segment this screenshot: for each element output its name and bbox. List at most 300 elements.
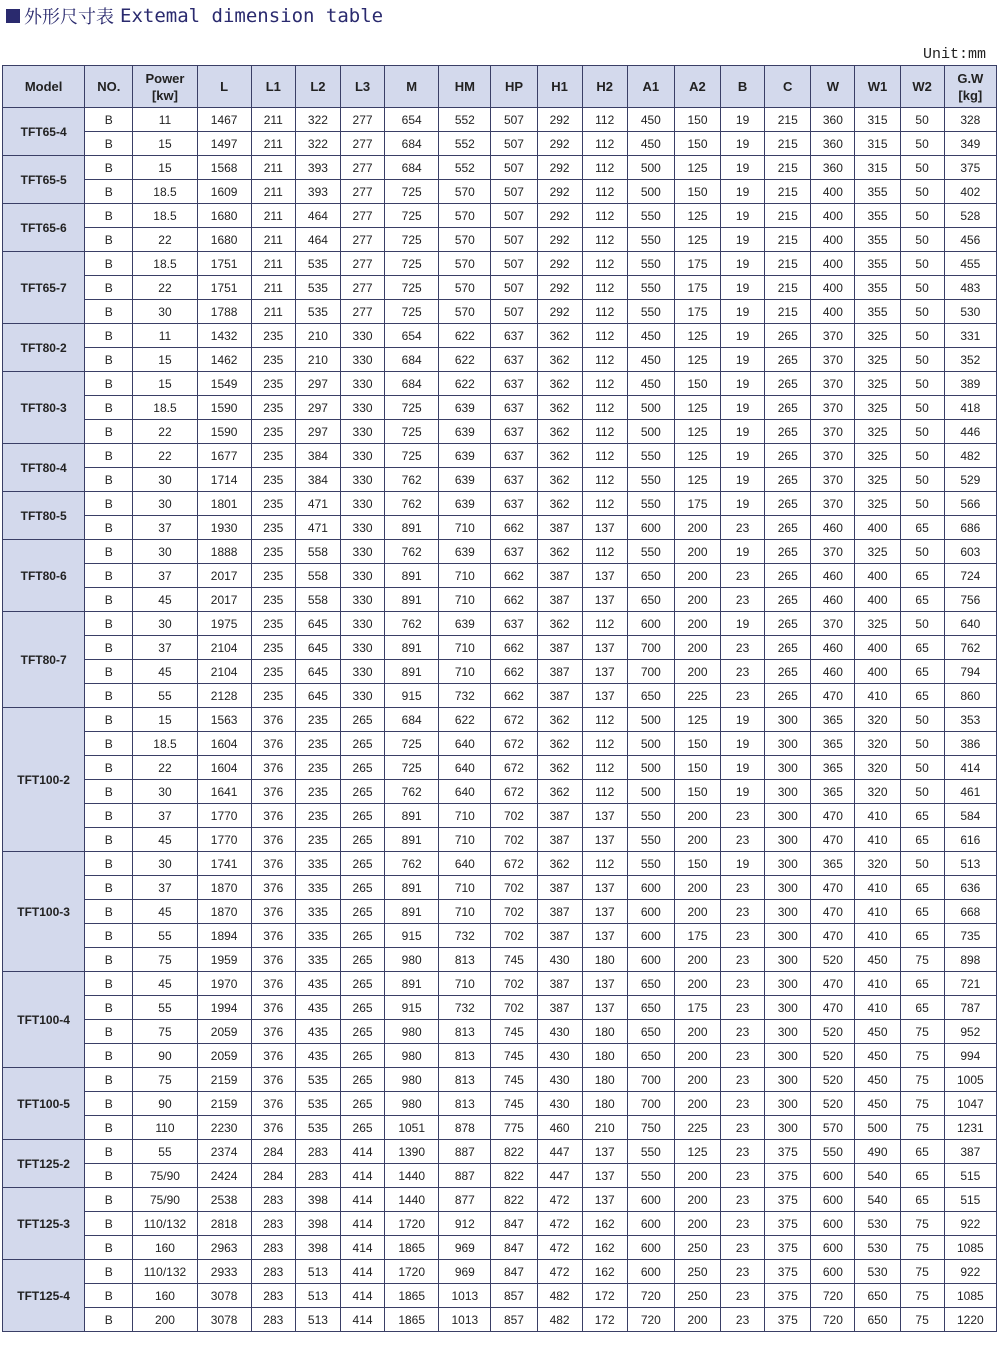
table-cell: 482 bbox=[944, 444, 996, 468]
table-cell: 112 bbox=[582, 396, 627, 420]
table-cell: 387 bbox=[537, 972, 582, 996]
table-cell: 513 bbox=[295, 1284, 340, 1308]
table-cell: 112 bbox=[582, 180, 627, 204]
table-row bbox=[3, 660, 997, 684]
table-cell: 387 bbox=[537, 828, 582, 852]
table-cell: 450 bbox=[627, 348, 674, 372]
table-cell: 550 bbox=[627, 228, 674, 252]
table-cell: 265 bbox=[765, 684, 811, 708]
table-cell: 137 bbox=[582, 564, 627, 588]
table-row bbox=[3, 1140, 997, 1164]
table-cell: 335 bbox=[295, 924, 340, 948]
table-cell: 19 bbox=[721, 780, 765, 804]
table-cell: 922 bbox=[944, 1212, 996, 1236]
table-cell: B bbox=[85, 612, 133, 636]
table-cell: 1930 bbox=[197, 516, 251, 540]
table-cell: 915 bbox=[385, 924, 439, 948]
table-cell: 125 bbox=[674, 708, 720, 732]
table-cell: 365 bbox=[811, 732, 855, 756]
table-cell: 235 bbox=[251, 684, 295, 708]
table-cell: 550 bbox=[627, 252, 674, 276]
table-cell: 570 bbox=[439, 300, 491, 324]
table-cell: 65 bbox=[900, 972, 944, 996]
table-cell: 211 bbox=[251, 108, 295, 132]
table-cell: 362 bbox=[537, 612, 582, 636]
table-cell: 325 bbox=[855, 396, 900, 420]
table-cell: 19 bbox=[721, 348, 765, 372]
table-cell: 1680 bbox=[197, 204, 251, 228]
table-cell: 570 bbox=[439, 252, 491, 276]
table-cell: 235 bbox=[251, 396, 295, 420]
table-cell: 365 bbox=[811, 852, 855, 876]
table-cell: 672 bbox=[491, 708, 537, 732]
table-cell: 725 bbox=[385, 180, 439, 204]
table-cell: B bbox=[85, 1188, 133, 1212]
table-cell: 387 bbox=[537, 684, 582, 708]
table-cell: 23 bbox=[721, 1044, 765, 1068]
model-cell: TFT80-3 bbox=[3, 372, 85, 444]
table-cell: 75 bbox=[133, 948, 197, 972]
table-cell: 65 bbox=[900, 900, 944, 924]
table-cell: 162 bbox=[582, 1260, 627, 1284]
table-cell: 265 bbox=[340, 900, 384, 924]
model-cell: TFT125-2 bbox=[3, 1140, 85, 1188]
table-cell: 23 bbox=[721, 1068, 765, 1092]
table-cell: 330 bbox=[340, 660, 384, 684]
table-cell: 402 bbox=[944, 180, 996, 204]
table-cell: 160 bbox=[133, 1284, 197, 1308]
table-cell: 725 bbox=[385, 756, 439, 780]
table-cell: 300 bbox=[765, 1020, 811, 1044]
table-cell: 645 bbox=[295, 660, 340, 684]
table-cell: 18.5 bbox=[133, 204, 197, 228]
table-cell: 211 bbox=[251, 276, 295, 300]
table-cell: 637 bbox=[491, 372, 537, 396]
table-cell: 460 bbox=[811, 564, 855, 588]
table-cell: 1994 bbox=[197, 996, 251, 1020]
table-cell: B bbox=[85, 948, 133, 972]
table-cell: 360 bbox=[811, 108, 855, 132]
table-row bbox=[3, 300, 997, 324]
table-cell: 37 bbox=[133, 636, 197, 660]
table-cell: 1604 bbox=[197, 756, 251, 780]
table-cell: 265 bbox=[765, 420, 811, 444]
table-cell: 75 bbox=[900, 1092, 944, 1116]
table-cell: B bbox=[85, 972, 133, 996]
table-cell: 400 bbox=[855, 516, 900, 540]
table-cell: 137 bbox=[582, 996, 627, 1020]
table-cell: 762 bbox=[385, 468, 439, 492]
table-cell: 137 bbox=[582, 1140, 627, 1164]
table-cell: 1005 bbox=[944, 1068, 996, 1092]
table-cell: 175 bbox=[674, 492, 720, 516]
table-cell: 387 bbox=[537, 996, 582, 1020]
table-cell: 200 bbox=[674, 1212, 720, 1236]
table-cell: 600 bbox=[811, 1164, 855, 1188]
table-cell: 45 bbox=[133, 828, 197, 852]
table-cell: B bbox=[85, 1236, 133, 1260]
table-cell: 330 bbox=[340, 588, 384, 612]
table-cell: B bbox=[85, 900, 133, 924]
table-cell: 19 bbox=[721, 852, 765, 876]
table-cell: 672 bbox=[491, 756, 537, 780]
table-cell: 137 bbox=[582, 1188, 627, 1212]
column-header: M bbox=[385, 66, 439, 108]
table-cell: 315 bbox=[855, 132, 900, 156]
table-cell: 265 bbox=[340, 996, 384, 1020]
table-cell: 265 bbox=[765, 516, 811, 540]
table-cell: 19 bbox=[721, 108, 765, 132]
table-cell: B bbox=[85, 300, 133, 324]
table-cell: 300 bbox=[765, 900, 811, 924]
table-cell: 300 bbox=[765, 780, 811, 804]
table-cell: 265 bbox=[340, 1092, 384, 1116]
table-cell: 414 bbox=[340, 1212, 384, 1236]
column-header: H2 bbox=[582, 66, 627, 108]
table-cell: 112 bbox=[582, 108, 627, 132]
table-cell: 11 bbox=[133, 324, 197, 348]
table-cell: 847 bbox=[491, 1260, 537, 1284]
table-cell: 265 bbox=[340, 1068, 384, 1092]
table-cell: 500 bbox=[627, 732, 674, 756]
table-cell: 376 bbox=[251, 852, 295, 876]
table-cell: 277 bbox=[340, 300, 384, 324]
table-row bbox=[3, 900, 997, 924]
table-row bbox=[3, 228, 997, 252]
table-cell: 622 bbox=[439, 372, 491, 396]
table-cell: 662 bbox=[491, 516, 537, 540]
table-cell: 277 bbox=[340, 156, 384, 180]
table-cell: 370 bbox=[811, 540, 855, 564]
table-cell: 410 bbox=[855, 804, 900, 828]
table-cell: 891 bbox=[385, 828, 439, 852]
table-cell: 112 bbox=[582, 132, 627, 156]
table-cell: 23 bbox=[721, 1284, 765, 1308]
table-row bbox=[3, 420, 997, 444]
table-cell: 112 bbox=[582, 540, 627, 564]
table-cell: 550 bbox=[627, 804, 674, 828]
table-cell: 362 bbox=[537, 732, 582, 756]
table-cell: 362 bbox=[537, 396, 582, 420]
table-cell: 430 bbox=[537, 1020, 582, 1044]
table-cell: 265 bbox=[340, 1116, 384, 1140]
table-cell: 645 bbox=[295, 684, 340, 708]
table-cell: 410 bbox=[855, 876, 900, 900]
table-cell: 400 bbox=[855, 588, 900, 612]
table-cell: 19 bbox=[721, 228, 765, 252]
table-cell: B bbox=[85, 1284, 133, 1308]
table-cell: 724 bbox=[944, 564, 996, 588]
table-cell: 90 bbox=[133, 1044, 197, 1068]
table-cell: 50 bbox=[900, 780, 944, 804]
table-cell: 23 bbox=[721, 1308, 765, 1332]
table-cell: 637 bbox=[491, 468, 537, 492]
table-cell: 386 bbox=[944, 732, 996, 756]
table-cell: 482 bbox=[537, 1284, 582, 1308]
table-cell: 2159 bbox=[197, 1068, 251, 1092]
table-cell: 375 bbox=[765, 1164, 811, 1188]
table-cell: 435 bbox=[295, 972, 340, 996]
table-cell: B bbox=[85, 564, 133, 588]
table-cell: 435 bbox=[295, 1020, 340, 1044]
table-cell: 292 bbox=[537, 156, 582, 180]
table-cell: 50 bbox=[900, 132, 944, 156]
table-cell: 23 bbox=[721, 1092, 765, 1116]
table-cell: 137 bbox=[582, 876, 627, 900]
table-cell: 710 bbox=[439, 588, 491, 612]
table-cell: 265 bbox=[765, 612, 811, 636]
table-cell: 19 bbox=[721, 756, 765, 780]
table-cell: 507 bbox=[491, 132, 537, 156]
table-cell: 813 bbox=[439, 1068, 491, 1092]
table-cell: B bbox=[85, 876, 133, 900]
table-cell: 300 bbox=[765, 1116, 811, 1140]
table-cell: 414 bbox=[340, 1164, 384, 1188]
table-cell: B bbox=[85, 1212, 133, 1236]
table-cell: 300 bbox=[765, 1044, 811, 1068]
table-cell: 550 bbox=[811, 1140, 855, 1164]
table-cell: 211 bbox=[251, 204, 295, 228]
table-cell: 277 bbox=[340, 180, 384, 204]
table-cell: 292 bbox=[537, 228, 582, 252]
table-cell: 330 bbox=[340, 468, 384, 492]
table-row bbox=[3, 468, 997, 492]
table-cell: 50 bbox=[900, 252, 944, 276]
table-cell: 180 bbox=[582, 1068, 627, 1092]
table-cell: 45 bbox=[133, 660, 197, 684]
table-cell: 376 bbox=[251, 804, 295, 828]
table-cell: 22 bbox=[133, 228, 197, 252]
table-cell: 180 bbox=[582, 948, 627, 972]
table-cell: 23 bbox=[721, 1188, 765, 1212]
table-cell: 50 bbox=[900, 180, 944, 204]
table-cell: B bbox=[85, 540, 133, 564]
table-cell: 1970 bbox=[197, 972, 251, 996]
table-cell: 50 bbox=[900, 444, 944, 468]
table-cell: 235 bbox=[251, 516, 295, 540]
table-cell: 225 bbox=[674, 1116, 720, 1140]
table-cell: 75 bbox=[900, 1284, 944, 1308]
table-row bbox=[3, 1236, 997, 1260]
table-cell: 292 bbox=[537, 276, 582, 300]
table-cell: 215 bbox=[765, 108, 811, 132]
table-cell: 320 bbox=[855, 780, 900, 804]
table-cell: 762 bbox=[385, 492, 439, 516]
table-cell: 235 bbox=[251, 468, 295, 492]
table-cell: 762 bbox=[944, 636, 996, 660]
table-cell: 745 bbox=[491, 1044, 537, 1068]
model-cell: TFT80-7 bbox=[3, 612, 85, 708]
table-cell: 172 bbox=[582, 1308, 627, 1332]
table-cell: 650 bbox=[627, 588, 674, 612]
table-cell: 325 bbox=[855, 492, 900, 516]
square-bullet-icon bbox=[6, 9, 20, 23]
table-cell: 622 bbox=[439, 324, 491, 348]
table-cell: B bbox=[85, 252, 133, 276]
table-cell: B bbox=[85, 276, 133, 300]
table-cell: 472 bbox=[537, 1236, 582, 1260]
table-cell: 30 bbox=[133, 300, 197, 324]
table-cell: 375 bbox=[765, 1236, 811, 1260]
table-cell: 355 bbox=[855, 204, 900, 228]
table-cell: 891 bbox=[385, 588, 439, 612]
table-cell: 470 bbox=[811, 684, 855, 708]
table-cell: 1865 bbox=[385, 1308, 439, 1332]
table-cell: 23 bbox=[721, 996, 765, 1020]
table-cell: 200 bbox=[674, 1068, 720, 1092]
table-cell: 297 bbox=[295, 396, 340, 420]
table-cell: 283 bbox=[295, 1140, 340, 1164]
table-row bbox=[3, 636, 997, 660]
table-cell: 330 bbox=[340, 492, 384, 516]
table-cell: 265 bbox=[765, 660, 811, 684]
table-cell: 23 bbox=[721, 1260, 765, 1284]
table-cell: 50 bbox=[900, 612, 944, 636]
table-cell: 19 bbox=[721, 492, 765, 516]
table-cell: B bbox=[85, 1020, 133, 1044]
table-row bbox=[3, 324, 997, 348]
table-cell: 645 bbox=[295, 636, 340, 660]
table-cell: 19 bbox=[721, 396, 765, 420]
table-cell: 137 bbox=[582, 900, 627, 924]
table-cell: 265 bbox=[765, 564, 811, 588]
table-cell: 235 bbox=[251, 612, 295, 636]
table-cell: 600 bbox=[627, 924, 674, 948]
table-cell: 813 bbox=[439, 1092, 491, 1116]
table-cell: 775 bbox=[491, 1116, 537, 1140]
table-cell: 745 bbox=[491, 1092, 537, 1116]
table-cell: 725 bbox=[385, 276, 439, 300]
table-cell: 200 bbox=[674, 1044, 720, 1068]
table-cell: 330 bbox=[340, 372, 384, 396]
table-cell: 250 bbox=[674, 1284, 720, 1308]
table-cell: 370 bbox=[811, 468, 855, 492]
table-cell: 460 bbox=[811, 588, 855, 612]
table-row bbox=[3, 348, 997, 372]
column-header: L1 bbox=[251, 66, 295, 108]
table-cell: 637 bbox=[491, 444, 537, 468]
table-cell: 23 bbox=[721, 516, 765, 540]
table-cell: 762 bbox=[385, 612, 439, 636]
column-header: C bbox=[765, 66, 811, 108]
column-header: W bbox=[811, 66, 855, 108]
model-cell: TFT100-5 bbox=[3, 1068, 85, 1140]
model-cell: TFT65-5 bbox=[3, 156, 85, 204]
table-cell: 447 bbox=[537, 1164, 582, 1188]
table-cell: 150 bbox=[674, 780, 720, 804]
table-cell: 600 bbox=[627, 612, 674, 636]
table-cell: 507 bbox=[491, 108, 537, 132]
table-cell: 23 bbox=[721, 1164, 765, 1188]
table-cell: 887 bbox=[439, 1140, 491, 1164]
table-cell: 570 bbox=[439, 228, 491, 252]
table-cell: 50 bbox=[900, 300, 944, 324]
table-cell: 325 bbox=[855, 444, 900, 468]
table-cell: 50 bbox=[900, 732, 944, 756]
table-cell: 215 bbox=[765, 300, 811, 324]
table-cell: 1549 bbox=[197, 372, 251, 396]
table-cell: 662 bbox=[491, 588, 537, 612]
table-cell: 600 bbox=[627, 876, 674, 900]
table-cell: 702 bbox=[491, 924, 537, 948]
table-cell: 180 bbox=[582, 1020, 627, 1044]
table-cell: 450 bbox=[855, 1044, 900, 1068]
table-cell: 55 bbox=[133, 684, 197, 708]
table-cell: 330 bbox=[340, 348, 384, 372]
table-cell: 75 bbox=[900, 1044, 944, 1068]
table-cell: 507 bbox=[491, 204, 537, 228]
dimension-table bbox=[2, 65, 997, 1332]
table-cell: 200 bbox=[674, 1188, 720, 1212]
table-cell: 650 bbox=[855, 1308, 900, 1332]
table-cell: 175 bbox=[674, 252, 720, 276]
table-cell: 847 bbox=[491, 1212, 537, 1236]
table-cell: 639 bbox=[439, 540, 491, 564]
table-cell: B bbox=[85, 828, 133, 852]
table-cell: 19 bbox=[721, 468, 765, 492]
table-cell: 19 bbox=[721, 276, 765, 300]
table-cell: 507 bbox=[491, 180, 537, 204]
table-cell: 30 bbox=[133, 468, 197, 492]
table-row bbox=[3, 708, 997, 732]
table-cell: 2128 bbox=[197, 684, 251, 708]
table-cell: 200 bbox=[674, 876, 720, 900]
table-cell: 320 bbox=[855, 732, 900, 756]
table-cell: 558 bbox=[295, 540, 340, 564]
table-cell: 265 bbox=[340, 732, 384, 756]
table-cell: 211 bbox=[251, 252, 295, 276]
table-cell: 745 bbox=[491, 1068, 537, 1092]
table-cell: 702 bbox=[491, 900, 537, 924]
table-cell: 813 bbox=[439, 948, 491, 972]
table-cell: 325 bbox=[855, 324, 900, 348]
table-cell: 550 bbox=[627, 1164, 674, 1188]
table-cell: 878 bbox=[439, 1116, 491, 1140]
table-cell: 650 bbox=[627, 564, 674, 588]
table-cell: 22 bbox=[133, 444, 197, 468]
table-cell: 277 bbox=[340, 228, 384, 252]
table-cell: 65 bbox=[900, 804, 944, 828]
table-cell: 387 bbox=[944, 1140, 996, 1164]
table-cell: 330 bbox=[340, 636, 384, 660]
table-cell: 30 bbox=[133, 492, 197, 516]
table-cell: 552 bbox=[439, 132, 491, 156]
table-cell: 112 bbox=[582, 444, 627, 468]
table-cell: 528 bbox=[944, 204, 996, 228]
table-cell: 994 bbox=[944, 1044, 996, 1068]
table-cell: 215 bbox=[765, 252, 811, 276]
table-cell: 600 bbox=[627, 948, 674, 972]
table-cell: 1590 bbox=[197, 396, 251, 420]
table-cell: 654 bbox=[385, 324, 439, 348]
table-cell: 639 bbox=[439, 396, 491, 420]
table-cell: 65 bbox=[900, 684, 944, 708]
table-cell: 418 bbox=[944, 396, 996, 420]
model-cell: TFT100-2 bbox=[3, 708, 85, 852]
table-cell: 283 bbox=[251, 1284, 295, 1308]
table-cell: 520 bbox=[811, 1020, 855, 1044]
table-cell: 570 bbox=[439, 180, 491, 204]
table-cell: 37 bbox=[133, 876, 197, 900]
table-cell: 639 bbox=[439, 492, 491, 516]
table-cell: 200 bbox=[674, 516, 720, 540]
table-cell: 375 bbox=[765, 1212, 811, 1236]
table-cell: 750 bbox=[627, 1116, 674, 1140]
model-cell: TFT80-5 bbox=[3, 492, 85, 540]
table-cell: 65 bbox=[900, 924, 944, 948]
table-cell: 22 bbox=[133, 276, 197, 300]
table-cell: 2230 bbox=[197, 1116, 251, 1140]
